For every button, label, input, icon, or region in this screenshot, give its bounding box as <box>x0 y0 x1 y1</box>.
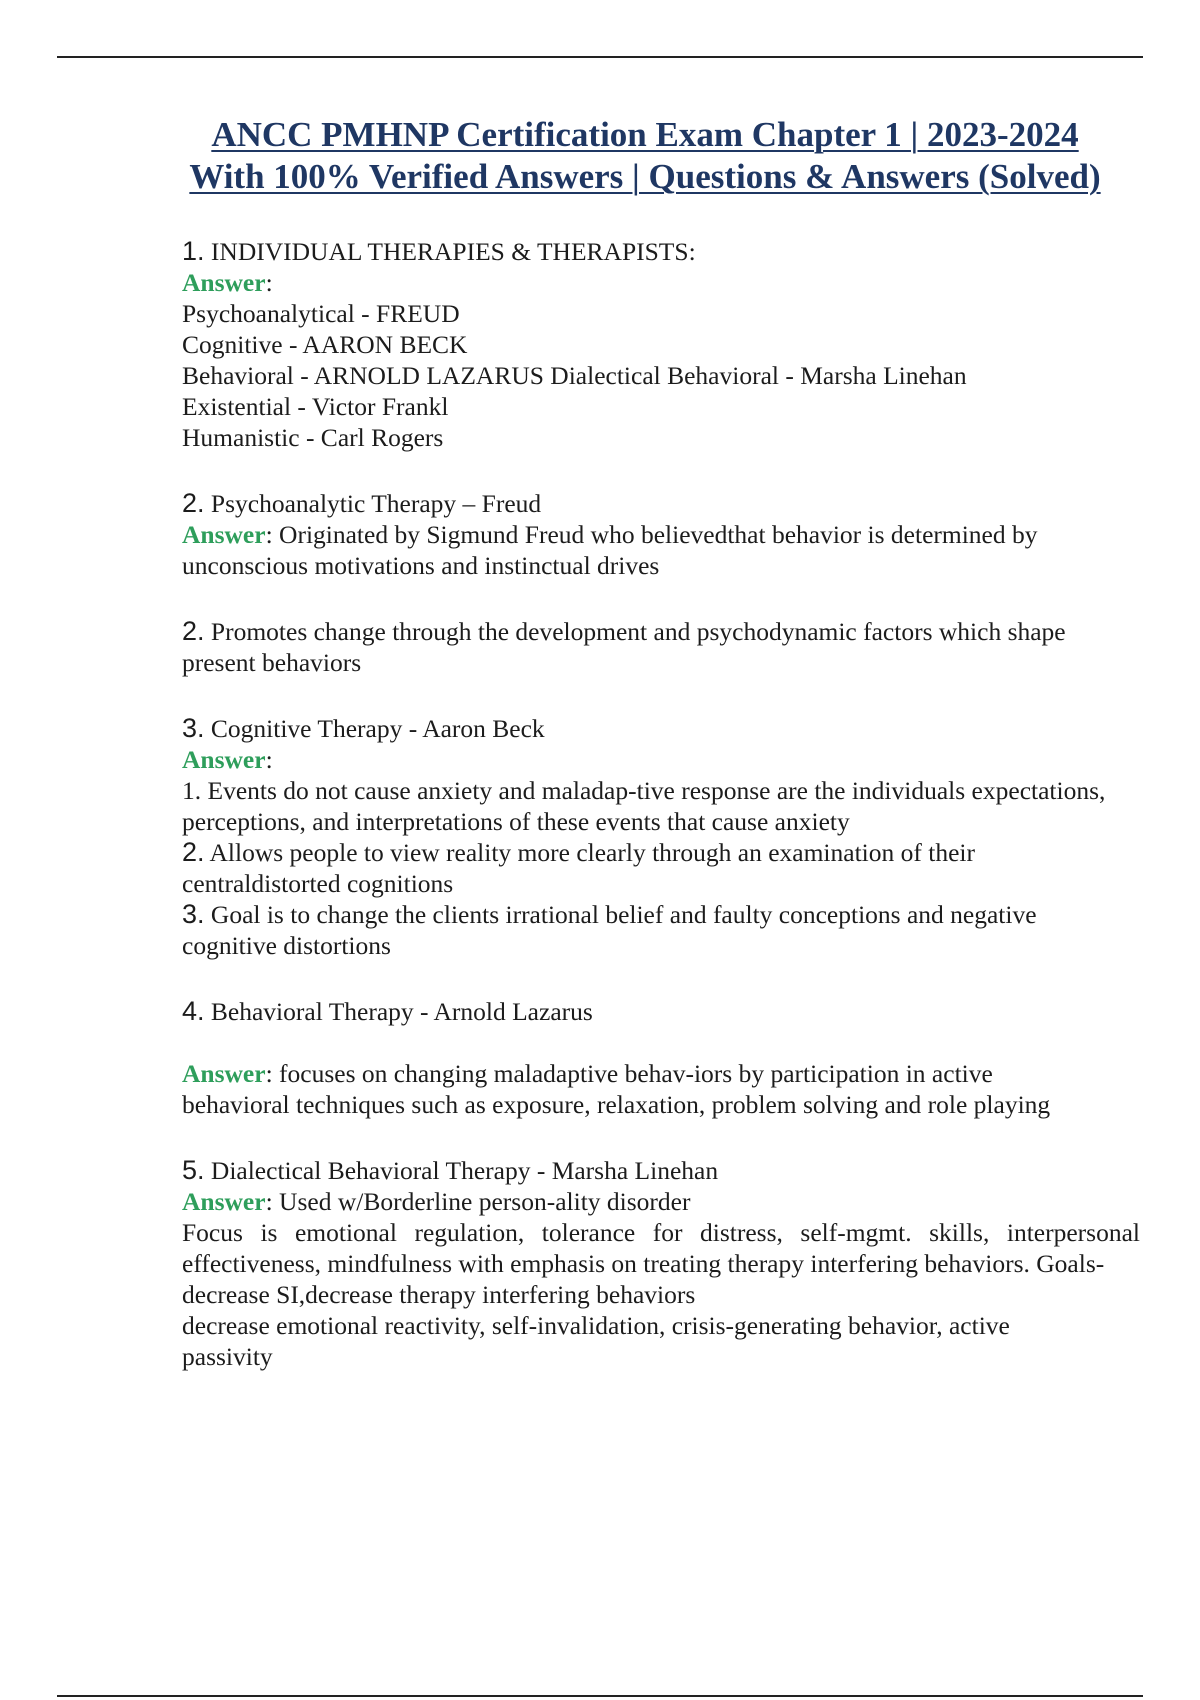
question-5-text: Dialectical Behavioral Therapy - Marsha Linehan <box>204 1156 719 1185</box>
answer-text: : Originated by Sigmund Freud who believedthat behavior is determined by unconscious motivations and instinctual drives <box>182 520 1038 580</box>
question-3-number: 3. <box>182 713 205 743</box>
answer-line: Psychoanalytical - FREUD <box>182 299 460 328</box>
title-line-2: With 100% Verified Answers | Questions & Answers (Solved) <box>189 157 1101 196</box>
question-3-point-2: 2. Allows people to view reality more clearly through an examination of their centraldistorted cognitions <box>182 837 975 898</box>
question-2-number: 2. <box>182 488 205 518</box>
bottom-rule <box>57 1695 1143 1697</box>
question-4-answer <box>182 1058 1082 1120</box>
question-5-number: 5. <box>182 1155 205 1185</box>
question-5-goal-2: decrease emotional reactivity, self-invalidation, crisis-generating behavior, active passivity <box>182 1311 1010 1371</box>
answer-label: Answer <box>182 520 266 549</box>
answer-label: Answer <box>182 1059 266 1088</box>
answer-line: Humanistic - Carl Rogers <box>182 423 444 452</box>
question-2b <box>182 616 1102 678</box>
question-3-text: Cognitive Therapy - Aaron Beck <box>204 714 545 743</box>
question-5-heading <box>182 1155 1142 1186</box>
question-3-point-1: 1. Events do not cause anxiety and maladap-tive response are the individuals expectations, perceptions, and interpretations of these events that cause anxiety <box>182 776 1106 836</box>
answer-line: Existential - Victor Frankl <box>182 392 449 421</box>
question-3 <box>182 713 1142 961</box>
question-5-goal-1: decrease SI,decrease therapy interfering behaviors <box>182 1280 696 1309</box>
question-4 <box>182 996 1142 1120</box>
question-2-heading <box>182 488 1142 519</box>
question-1-heading <box>182 236 1142 267</box>
question-3-answer-label: Answer: <box>182 745 273 774</box>
answer-text: : Used w/Borderline person-ality disorder <box>265 1187 691 1216</box>
answer-line: Cognitive - AARON BECK <box>182 330 468 359</box>
question-2-text: Psychoanalytic Therapy – Freud <box>204 489 542 518</box>
question-1-number: 1. <box>182 236 205 266</box>
question-3-point-3: 3. Goal is to change the clients irrational belief and faulty conceptions and negative cognitive distortions <box>182 899 1037 960</box>
question-1 <box>182 236 1142 453</box>
question-5-focus: Focus is emotional regulation, tolerance for distress, self-mgmt. skills, interpersonal effectiveness, mindfulness with emphasis on treating therapy interfering behaviors. Goals- <box>182 1218 1140 1278</box>
answer-line: Behavioral - ARNOLD LAZARUS Dialectical Behavioral - Marsha Linehan <box>182 361 967 390</box>
question-4-heading <box>182 996 1142 1027</box>
question-2b-number: 2. <box>182 616 205 646</box>
question-1-text: INDIVIDUAL THERAPIES & THERAPISTS: <box>204 237 696 266</box>
question-5 <box>182 1155 1142 1372</box>
document-title <box>150 114 1140 198</box>
question-2-answer <box>182 519 1127 581</box>
question-5-answer <box>182 1186 1142 1217</box>
question-4-text: Behavioral Therapy - Arnold Lazarus <box>204 997 593 1026</box>
top-rule <box>57 56 1143 58</box>
question-2 <box>182 488 1142 581</box>
question-2b-text: Promotes change through the development and psychodynamic factors which shape present behaviors <box>182 617 1066 677</box>
document-body <box>182 236 1142 1372</box>
answer-label: Answer <box>182 1187 266 1216</box>
question-1-answer-label: Answer: <box>182 268 273 297</box>
question-4-number: 4. <box>182 996 205 1026</box>
answer-text: : focuses on changing maladaptive behav-iors by participation in active behavioral techniques such as exposure, relaxation, problem solving and role playing <box>182 1059 1051 1119</box>
question-3-heading <box>182 713 1142 744</box>
title-line-1: ANCC PMHNP Certification Exam Chapter 1 | 2023-2024 <box>211 115 1079 154</box>
